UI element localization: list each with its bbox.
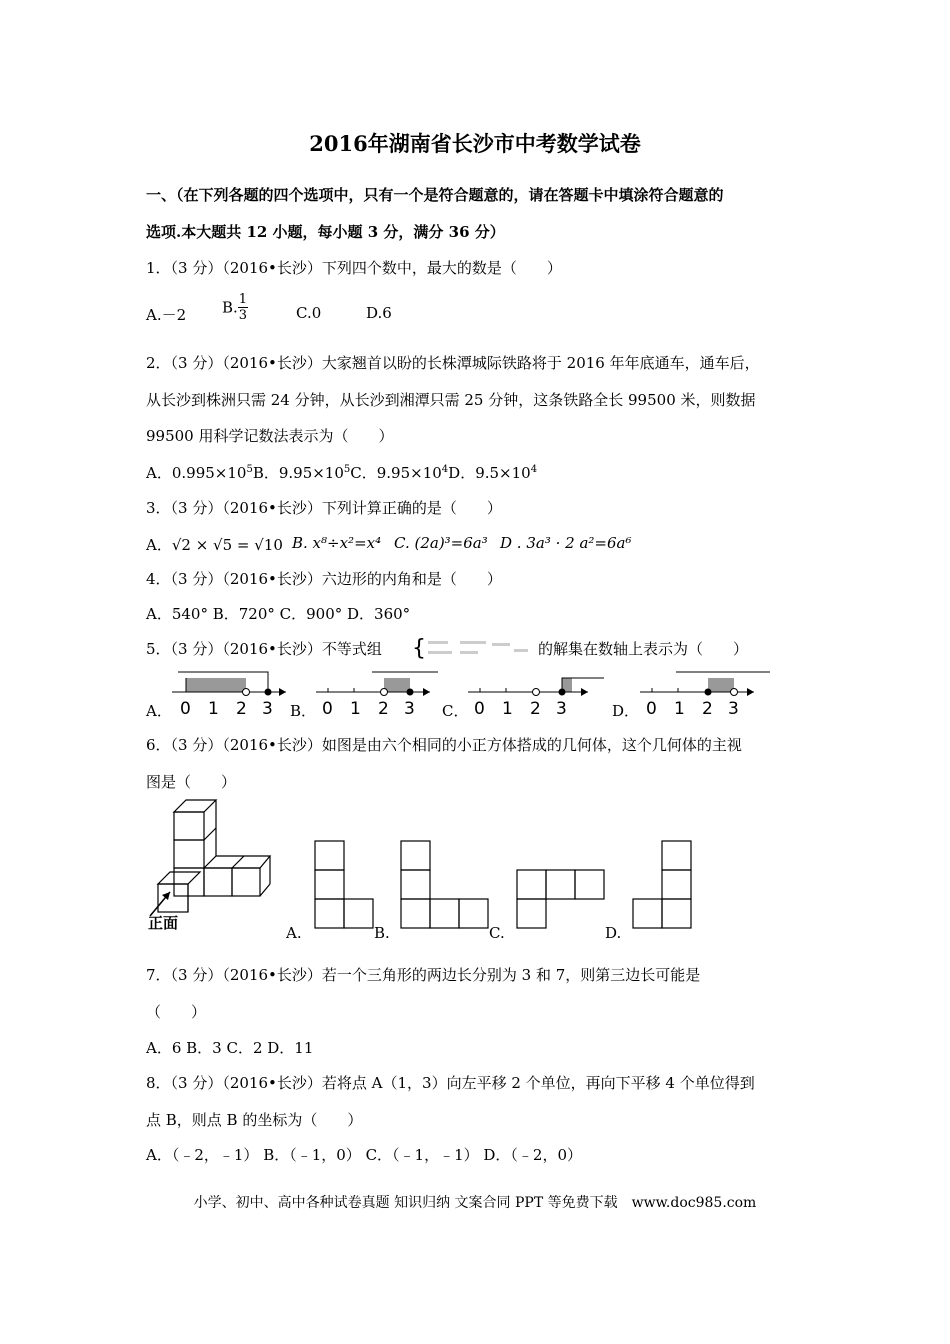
q2-line3: 99500 用科学记数法表示为（ ） xyxy=(146,427,394,445)
q1-option-b-label: B. xyxy=(222,298,238,317)
fraction-numerator: 1 xyxy=(238,292,248,307)
tick-label: 1 xyxy=(502,699,513,718)
q2-option-d-exp: 4 xyxy=(530,464,538,475)
q2-option-b: B．9.95×10 xyxy=(252,464,344,482)
q2-option-a-exp: 5 xyxy=(246,464,253,475)
q3-option-b: B. x⁸÷x²=x⁴ xyxy=(292,534,382,552)
q2-option-c-exp: 4 xyxy=(441,464,449,475)
q6-option-b-label: B. xyxy=(374,924,390,942)
tick-label: 3 xyxy=(262,699,273,718)
q2-line1: 2．（3 分）（2016•长沙）大家翘首以盼的长株潭城际铁路将于 2016 年年底通车，通车后， xyxy=(146,354,760,372)
view-option-d xyxy=(632,840,694,930)
q1-option-c: C.0 xyxy=(296,304,322,322)
tick-label: 1 xyxy=(208,699,219,718)
number-line-d xyxy=(636,668,776,718)
number-line-b xyxy=(312,668,442,718)
q5-option-c-label: C． xyxy=(442,702,469,720)
q3-option-a-expr: √2 × √5 = √10 xyxy=(171,536,283,554)
q6-option-a-label: A. xyxy=(286,924,302,942)
number-line-c xyxy=(464,668,604,718)
q6-line1: 6．（3 分）（2016•长沙）如图是由六个相同的小正方体搭成的几何体，这个几何体的主视 xyxy=(146,736,742,754)
q4-stem: 4．（3 分）（2016•长沙）六边形的内角和是（ ） xyxy=(146,570,502,588)
view-option-b xyxy=(400,840,492,930)
q2-option-b-exp: 5 xyxy=(343,464,351,475)
q7-line1: 7．（3 分）（2016•长沙）若一个三角形的两边长分别为 3 和 7，则第三边长可能是 xyxy=(146,966,701,984)
inequality-system-image xyxy=(410,633,532,663)
q1-fraction xyxy=(238,292,248,323)
q3-stem: 3．（3 分）（2016•长沙）下列计算正确的是（ ） xyxy=(146,499,502,517)
q3-option-a-label: A． xyxy=(146,536,172,554)
q1-option-a: A.－2 xyxy=(146,306,187,324)
tick-label: 2 xyxy=(378,699,389,718)
tick-label: 1 xyxy=(350,699,361,718)
cube-figure xyxy=(146,798,276,934)
q5-option-a-label: A． xyxy=(146,702,172,720)
tick-label: 0 xyxy=(474,699,485,718)
front-label: 正面 xyxy=(148,914,179,932)
q8-line1: 8．（3 分）（2016•长沙）若将点 A（1，3）向左平移 2 个单位，再向下平移 4 个单位得到 xyxy=(146,1074,755,1092)
tick-label: 0 xyxy=(180,699,191,718)
q8-line2: 点 B，则点 B 的坐标为（ ） xyxy=(146,1111,363,1129)
q7-options: A．6 B．3 C．2 D．11 xyxy=(146,1039,314,1057)
q1-stem: 1．（3 分）（2016•长沙）下列四个数中，最大的数是（ ） xyxy=(146,259,562,277)
q3-option-d: D . 3a³ · 2 a²=6a⁶ xyxy=(500,534,632,552)
tick-label: 0 xyxy=(646,699,657,718)
tick-label: 2 xyxy=(702,699,713,718)
tick-label: 2 xyxy=(530,699,541,718)
q2-option-a: A．0.995×10 xyxy=(146,464,247,482)
q2-option-d: D．9.5×10 xyxy=(448,464,531,482)
svg-text:{: { xyxy=(412,636,426,661)
q2-options xyxy=(146,462,537,483)
view-option-c xyxy=(516,869,608,931)
q3-option-c: C. (2a)³=6a³ xyxy=(394,534,488,552)
tick-label: 0 xyxy=(322,699,333,718)
tick-label: 3 xyxy=(404,699,415,718)
view-option-a xyxy=(314,840,376,930)
q7-line2: （ ） xyxy=(146,1003,207,1021)
q5-stem-post: 的解集在数轴上表示为（ ） xyxy=(538,640,749,658)
section-header-line2: 选项.本大题共 12 小题，每小题 3 分，满分 36 分） xyxy=(146,223,505,241)
tick-label: 1 xyxy=(674,699,685,718)
q4-options: A．540° B．720° C．900° D．360° xyxy=(146,605,411,623)
q8-options: A．（﹣2，﹣1） B．（﹣1，0） C．（﹣1，﹣1） D．（﹣2，0） xyxy=(146,1146,583,1164)
tick-label: 3 xyxy=(728,699,739,718)
number-line-a xyxy=(168,668,292,718)
q2-line2: 从长沙到株洲只需 24 分钟，从长沙到湘潭只需 25 分钟，这条铁路全长 99500 米，则数据 xyxy=(146,391,756,409)
section-header-line1: 一、（在下列各题的四个选项中，只有一个是符合题意的，请在答题卡中填涂符合题意的 xyxy=(146,186,724,204)
q5-option-d-label: D． xyxy=(612,702,640,720)
q3-option-a xyxy=(146,534,283,555)
q6-option-d-label: D. xyxy=(605,924,622,942)
fraction-denominator: 3 xyxy=(238,308,248,323)
q6-line2: 图是（ ） xyxy=(146,773,237,791)
q6-option-c-label: C. xyxy=(489,924,505,942)
q2-option-c: C．9.95×10 xyxy=(350,464,442,482)
q5-stem-pre: 5．（3 分）（2016•长沙）不等式组 xyxy=(146,640,382,658)
q1-option-d: D.6 xyxy=(366,304,392,322)
page-footer: 小学、初中、高中各种试卷真题 知识归纳 文案合同 PPT 等免费下载 www.doc985.com xyxy=(193,1195,757,1211)
q5-option-b-label: B． xyxy=(290,702,317,720)
page-title: 2016年湖南省长沙市中考数学试卷 xyxy=(309,131,641,156)
tick-label: 3 xyxy=(556,699,567,718)
q1-option-b xyxy=(222,292,248,323)
tick-label: 2 xyxy=(236,699,247,718)
